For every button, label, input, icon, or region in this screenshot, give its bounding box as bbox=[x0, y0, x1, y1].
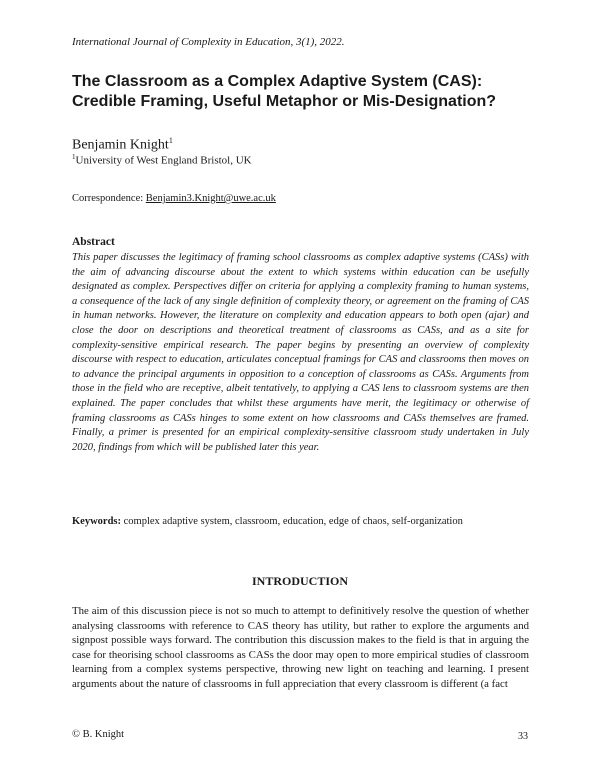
keywords-line bbox=[72, 514, 529, 530]
correspondence-label: Correspondence: bbox=[72, 193, 146, 204]
keywords-label: Keywords: bbox=[72, 516, 121, 527]
journal-citation: International Journal of Complexity in Education, 3(1), 2022. bbox=[72, 36, 345, 48]
introduction-heading: INTRODUCTION bbox=[251, 574, 348, 588]
correspondence-line bbox=[72, 193, 276, 204]
affiliation-text: University of West England Bristol, UK bbox=[75, 154, 252, 167]
affiliation-line bbox=[72, 153, 252, 167]
footer-copyright: © B. Knight bbox=[72, 729, 125, 740]
author-marker: 1 bbox=[168, 136, 173, 145]
paper-title: The Classroom as a Complex Adaptive System (CAS): Credible Framing, Useful Metaphor or Mis-Designation? bbox=[72, 73, 497, 110]
abstract-text: This paper discusses the legitimacy of framing school classrooms as complex adaptive systems (CASs) with the aim of advancing discourse about the extent to which systems within education can be usefully designated as complex. Perspectives differ on criteria for applying a complexity framing to human systems, a consequence of the lack of any single definition of complexity theory, or agreement on the framing of CAS in human networks. However, the literature on complexity and education appears to both open (ajar) and close the door on descriptions and theoretical treatment of classrooms as CASs, and as a site for complexity-sensitive empirical research. The paper begins by presenting an overview of complexity discourse with respect to education, articulates conceptual framings for CAS and classrooms then moves on to advance the principal arguments in opposition to a conception of classrooms as CASs. Arguments from those in the field who are receptive, albeit tentatively, to applying a CAS lens to classroom systems are then explained. The paper concludes that whilst these arguments have merit, the legitimacy or otherwise of framing classrooms as CASs hinges to some extent on how classrooms and CASs themselves are framed. Finally, a primer is presented for an empirical complexity-sensitive classroom study undertaken in July 2020, findings from which will be published later this year. bbox=[72, 252, 529, 453]
author-line bbox=[72, 136, 173, 154]
abstract-heading: Abstract bbox=[72, 236, 115, 248]
introduction-text: The aim of this discussion piece is not so much to attempt to definitively resolve the question of whether analysing classrooms with reference to CAS theory has utility, but rather to explore the arguments and signpost possible ways forward. The contribution this discussion makes to the field is that in arguing the case for theorising school classrooms as CASs the door may open to more empirical studies of classroom learning from a complex systems perspective, throwing new light on teaching and learning. I present arguments about the nature of classrooms in full appreciation that every classroom is different (a fact bbox=[72, 605, 529, 690]
keywords-text: complex adaptive system, classroom, education, edge of chaos, self-organization bbox=[121, 516, 463, 527]
correspondence-email-link[interactable]: Benjamin3.Knight@uwe.ac.uk bbox=[145, 193, 276, 204]
affiliation-marker: 1 bbox=[72, 153, 76, 161]
author-name: Benjamin Knight bbox=[72, 137, 169, 153]
page-number: 33 bbox=[518, 731, 528, 742]
